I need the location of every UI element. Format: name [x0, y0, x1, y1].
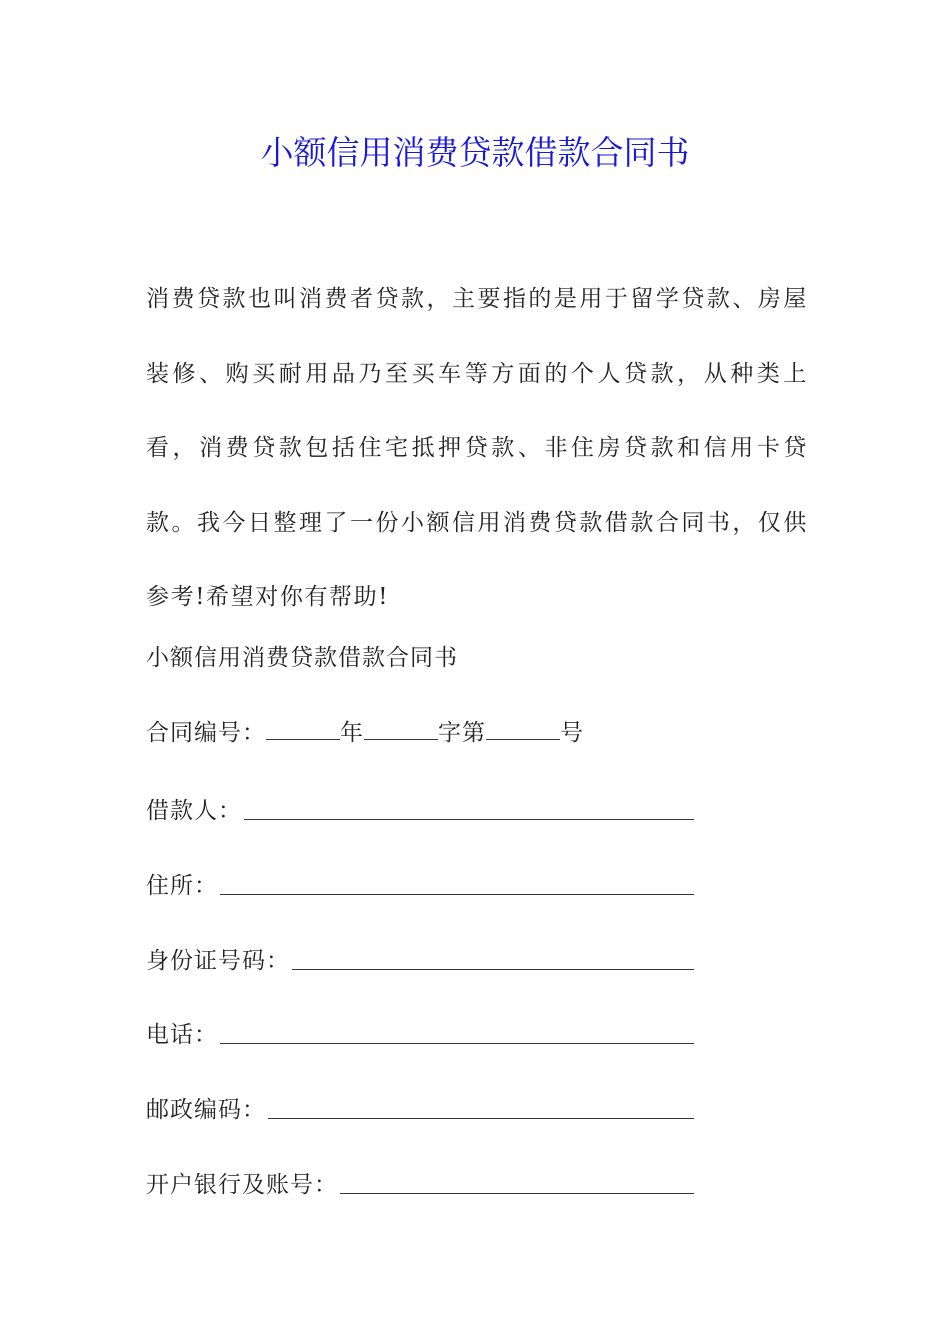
address-label: 住所：	[146, 872, 218, 899]
id-number-row	[146, 938, 694, 978]
contract-zi-label: 字第	[438, 720, 486, 746]
id-number-fill-line	[292, 947, 694, 970]
bank-account-row	[146, 1162, 694, 1202]
document-title: 小额信用消费贷款借款合同书	[260, 133, 690, 172]
bank-account-fill-line	[340, 1171, 694, 1194]
contract-subtitle: 小额信用消费贷款借款合同书	[146, 645, 458, 671]
contract-hao-label: 号	[560, 720, 584, 746]
borrower-row	[146, 788, 694, 828]
contract-year-blank	[266, 717, 340, 740]
id-number-label: 身份证号码：	[146, 947, 290, 974]
contract-hao-blank	[486, 717, 560, 740]
address-row	[146, 863, 694, 903]
borrower-label: 借款人：	[146, 797, 242, 824]
postal-code-label: 邮政编码：	[146, 1096, 266, 1123]
borrower-fill-line	[244, 797, 694, 820]
postal-code-fill-line	[268, 1096, 694, 1119]
phone-row	[146, 1012, 694, 1052]
phone-fill-line	[220, 1021, 694, 1044]
phone-label: 电话：	[146, 1021, 218, 1048]
address-fill-line	[220, 872, 694, 895]
contract-number-label: 合同编号：	[146, 720, 266, 746]
contract-year-label: 年	[340, 720, 364, 746]
contract-zi-blank	[364, 717, 438, 740]
postal-code-row	[146, 1087, 694, 1127]
bank-account-label: 开户银行及账号：	[146, 1171, 338, 1198]
intro-paragraph: 消费贷款也叫消费者贷款，主要指的是用于留学贷款、房屋装修、购买耐用品乃至买车等方面的个人贷款，从种类上看，消费贷款包括住宅抵押贷款、非住房贷款和信用卡贷款。我今日整理了一份小额信用消费贷款借款合同书，仅供参考!希望对你有帮助!	[146, 286, 808, 610]
contract-number-line	[146, 713, 584, 753]
